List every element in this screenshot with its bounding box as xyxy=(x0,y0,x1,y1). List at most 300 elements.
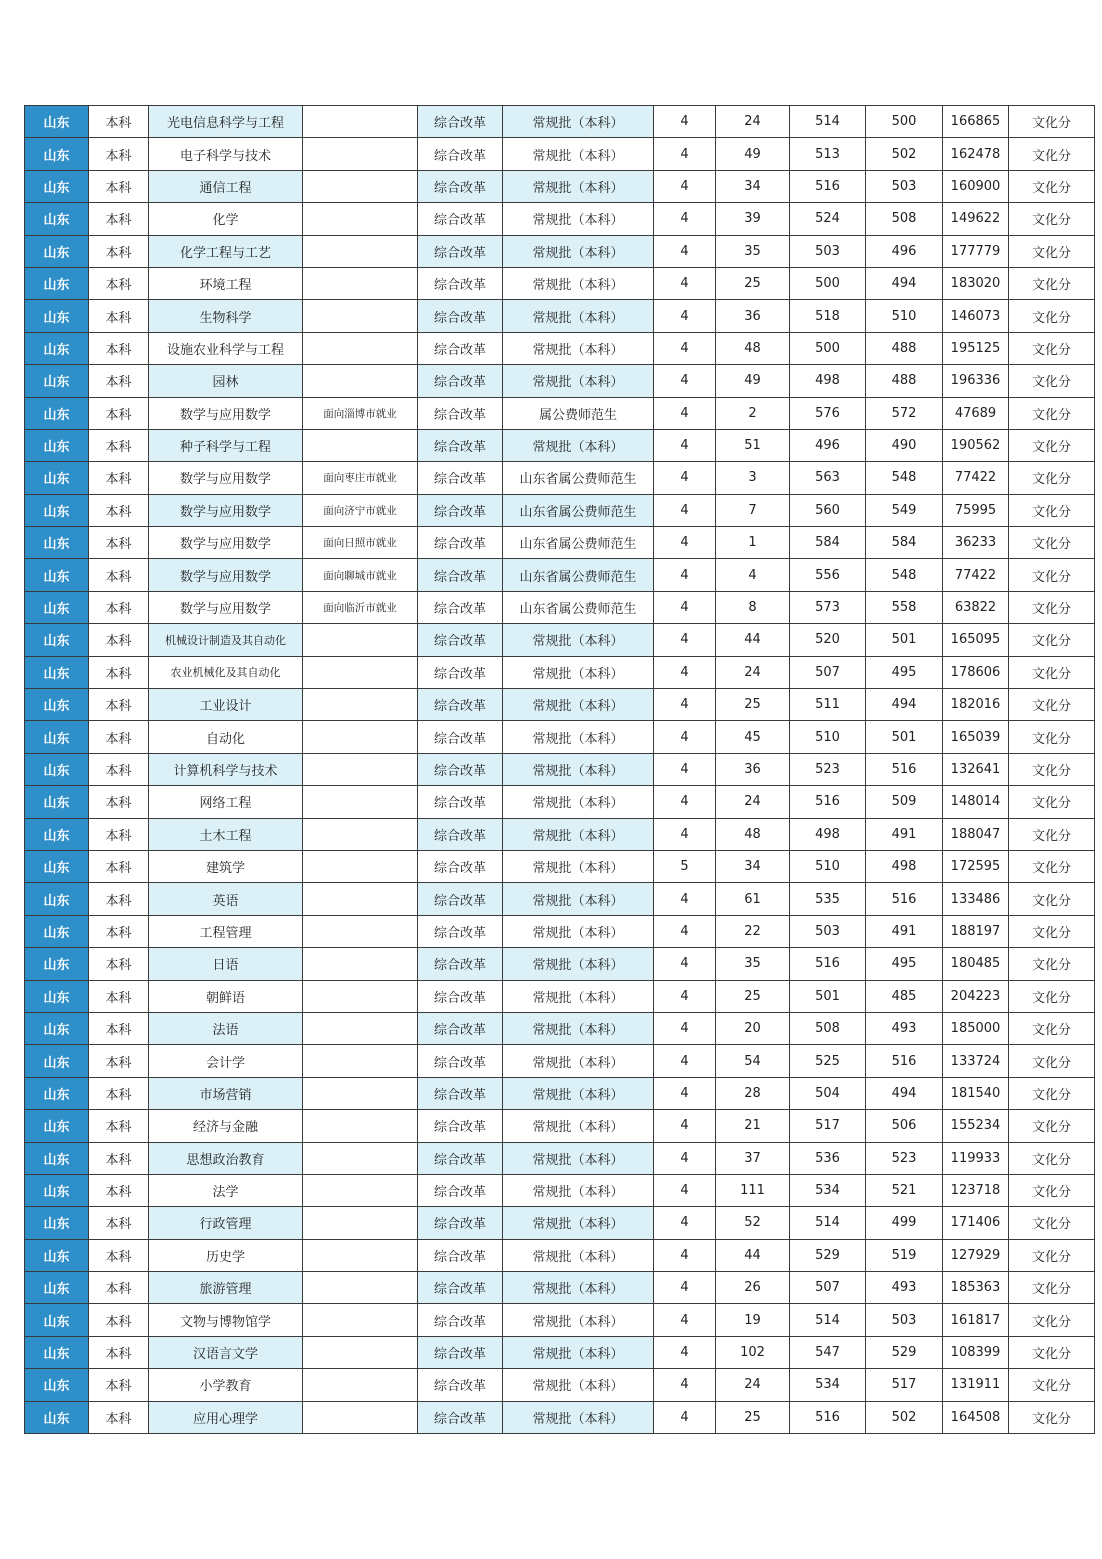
cell-note xyxy=(303,1272,418,1304)
cell-province: 山东 xyxy=(25,267,89,299)
cell-major: 生物科学 xyxy=(149,300,303,332)
cell-batch: 常规批（本科） xyxy=(503,170,654,202)
cell-max-score: 516 xyxy=(790,1401,866,1433)
cell-enrolled: 35 xyxy=(716,948,790,980)
cell-batch: 常规批（本科） xyxy=(503,267,654,299)
cell-province: 山东 xyxy=(25,527,89,559)
cell-note xyxy=(303,883,418,915)
cell-duration: 4 xyxy=(654,138,716,170)
cell-max-score: 573 xyxy=(790,591,866,623)
cell-province: 山东 xyxy=(25,656,89,688)
cell-province: 山东 xyxy=(25,1239,89,1271)
cell-score-type: 文化分 xyxy=(1009,1272,1095,1304)
cell-max-score: 518 xyxy=(790,300,866,332)
table-row xyxy=(25,656,1095,688)
cell-level: 本科 xyxy=(89,267,149,299)
cell-subject-type: 综合改革 xyxy=(418,786,503,818)
cell-major: 园林 xyxy=(149,365,303,397)
cell-major: 化学 xyxy=(149,203,303,235)
cell-major: 应用心理学 xyxy=(149,1401,303,1433)
cell-major: 行政管理 xyxy=(149,1207,303,1239)
cell-note xyxy=(303,332,418,364)
table-row xyxy=(25,138,1095,170)
cell-major: 设施农业科学与工程 xyxy=(149,332,303,364)
cell-province: 山东 xyxy=(25,818,89,850)
cell-min-rank: 185000 xyxy=(943,1012,1009,1044)
cell-note xyxy=(303,689,418,721)
cell-major: 机械设计制造及其自动化 xyxy=(149,624,303,656)
cell-min-rank: 188047 xyxy=(943,818,1009,850)
table-row xyxy=(25,818,1095,850)
table-row xyxy=(25,170,1095,202)
cell-enrolled: 1 xyxy=(716,527,790,559)
cell-max-score: 534 xyxy=(790,1369,866,1401)
cell-major: 英语 xyxy=(149,883,303,915)
table-row xyxy=(25,494,1095,526)
cell-note xyxy=(303,656,418,688)
cell-note xyxy=(303,1012,418,1044)
cell-batch: 山东省属公费师范生 xyxy=(503,591,654,623)
cell-max-score: 514 xyxy=(790,106,866,138)
table-row xyxy=(25,980,1095,1012)
cell-major: 数学与应用数学 xyxy=(149,559,303,591)
cell-subject-type: 综合改革 xyxy=(418,1045,503,1077)
cell-duration: 4 xyxy=(654,1369,716,1401)
cell-max-score: 503 xyxy=(790,235,866,267)
cell-min-score: 495 xyxy=(866,948,943,980)
cell-level: 本科 xyxy=(89,689,149,721)
cell-note xyxy=(303,948,418,980)
cell-subject-type: 综合改革 xyxy=(418,980,503,1012)
table-row xyxy=(25,624,1095,656)
cell-major: 历史学 xyxy=(149,1239,303,1271)
cell-note xyxy=(303,1369,418,1401)
cell-max-score: 508 xyxy=(790,1012,866,1044)
table-row xyxy=(25,235,1095,267)
cell-major: 思想政治教育 xyxy=(149,1142,303,1174)
cell-province: 山东 xyxy=(25,1077,89,1109)
cell-score-type: 文化分 xyxy=(1009,624,1095,656)
cell-min-score: 501 xyxy=(866,721,943,753)
cell-score-type: 文化分 xyxy=(1009,883,1095,915)
cell-subject-type: 综合改革 xyxy=(418,365,503,397)
cell-province: 山东 xyxy=(25,1272,89,1304)
cell-score-type: 文化分 xyxy=(1009,1045,1095,1077)
cell-score-type: 文化分 xyxy=(1009,527,1095,559)
table-row xyxy=(25,591,1095,623)
cell-level: 本科 xyxy=(89,1110,149,1142)
cell-max-score: 504 xyxy=(790,1077,866,1109)
cell-duration: 4 xyxy=(654,429,716,461)
cell-note xyxy=(303,300,418,332)
cell-subject-type: 综合改革 xyxy=(418,915,503,947)
table-row xyxy=(25,1110,1095,1142)
cell-level: 本科 xyxy=(89,721,149,753)
cell-subject-type: 综合改革 xyxy=(418,1272,503,1304)
cell-min-score: 494 xyxy=(866,267,943,299)
cell-note xyxy=(303,1174,418,1206)
table-row xyxy=(25,106,1095,138)
cell-batch: 常规批（本科） xyxy=(503,1369,654,1401)
cell-note: 面向淄博市就业 xyxy=(303,397,418,429)
cell-note xyxy=(303,106,418,138)
cell-major: 旅游管理 xyxy=(149,1272,303,1304)
cell-major: 经济与金融 xyxy=(149,1110,303,1142)
cell-level: 本科 xyxy=(89,1239,149,1271)
cell-score-type: 文化分 xyxy=(1009,1110,1095,1142)
cell-province: 山东 xyxy=(25,980,89,1012)
cell-duration: 4 xyxy=(654,786,716,818)
cell-min-score: 499 xyxy=(866,1207,943,1239)
cell-note xyxy=(303,1336,418,1368)
cell-subject-type: 综合改革 xyxy=(418,106,503,138)
cell-level: 本科 xyxy=(89,1272,149,1304)
cell-max-score: 513 xyxy=(790,138,866,170)
cell-province: 山东 xyxy=(25,170,89,202)
cell-province: 山东 xyxy=(25,429,89,461)
cell-max-score: 500 xyxy=(790,332,866,364)
cell-province: 山东 xyxy=(25,591,89,623)
cell-major: 文物与博物馆学 xyxy=(149,1304,303,1336)
cell-enrolled: 25 xyxy=(716,267,790,299)
cell-subject-type: 综合改革 xyxy=(418,397,503,429)
cell-enrolled: 8 xyxy=(716,591,790,623)
cell-min-rank: 190562 xyxy=(943,429,1009,461)
cell-major: 通信工程 xyxy=(149,170,303,202)
cell-duration: 4 xyxy=(654,753,716,785)
cell-duration: 4 xyxy=(654,1272,716,1304)
cell-enrolled: 22 xyxy=(716,915,790,947)
cell-score-type: 文化分 xyxy=(1009,753,1095,785)
cell-score-type: 文化分 xyxy=(1009,1077,1095,1109)
cell-level: 本科 xyxy=(89,203,149,235)
cell-major: 数学与应用数学 xyxy=(149,591,303,623)
cell-min-score: 496 xyxy=(866,235,943,267)
table-row xyxy=(25,915,1095,947)
cell-max-score: 524 xyxy=(790,203,866,235)
cell-min-score: 549 xyxy=(866,494,943,526)
cell-min-rank: 133724 xyxy=(943,1045,1009,1077)
cell-max-score: 556 xyxy=(790,559,866,591)
cell-province: 山东 xyxy=(25,1174,89,1206)
cell-level: 本科 xyxy=(89,1012,149,1044)
cell-score-type: 文化分 xyxy=(1009,267,1095,299)
cell-min-score: 523 xyxy=(866,1142,943,1174)
cell-duration: 4 xyxy=(654,267,716,299)
cell-major: 市场营销 xyxy=(149,1077,303,1109)
cell-score-type: 文化分 xyxy=(1009,850,1095,882)
table-row xyxy=(25,689,1095,721)
cell-major: 工业设计 xyxy=(149,689,303,721)
cell-min-rank: 131911 xyxy=(943,1369,1009,1401)
table-row xyxy=(25,1012,1095,1044)
cell-min-rank: 75995 xyxy=(943,494,1009,526)
cell-max-score: 514 xyxy=(790,1304,866,1336)
cell-duration: 4 xyxy=(654,1142,716,1174)
cell-min-rank: 146073 xyxy=(943,300,1009,332)
cell-max-score: 501 xyxy=(790,980,866,1012)
cell-duration: 4 xyxy=(654,721,716,753)
cell-level: 本科 xyxy=(89,883,149,915)
cell-enrolled: 24 xyxy=(716,106,790,138)
cell-min-score: 506 xyxy=(866,1110,943,1142)
cell-max-score: 520 xyxy=(790,624,866,656)
cell-min-rank: 162478 xyxy=(943,138,1009,170)
table-row xyxy=(25,267,1095,299)
cell-enrolled: 25 xyxy=(716,1401,790,1433)
cell-score-type: 文化分 xyxy=(1009,1304,1095,1336)
cell-subject-type: 综合改革 xyxy=(418,494,503,526)
cell-duration: 4 xyxy=(654,591,716,623)
cell-min-score: 572 xyxy=(866,397,943,429)
cell-enrolled: 28 xyxy=(716,1077,790,1109)
cell-province: 山东 xyxy=(25,462,89,494)
cell-province: 山东 xyxy=(25,203,89,235)
cell-batch: 常规批（本科） xyxy=(503,1272,654,1304)
cell-min-rank: 166865 xyxy=(943,106,1009,138)
cell-score-type: 文化分 xyxy=(1009,494,1095,526)
cell-level: 本科 xyxy=(89,656,149,688)
cell-duration: 4 xyxy=(654,1077,716,1109)
cell-province: 山东 xyxy=(25,721,89,753)
cell-min-score: 491 xyxy=(866,915,943,947)
cell-min-rank: 148014 xyxy=(943,786,1009,818)
cell-level: 本科 xyxy=(89,1207,149,1239)
cell-province: 山东 xyxy=(25,365,89,397)
cell-note xyxy=(303,1077,418,1109)
cell-duration: 4 xyxy=(654,332,716,364)
cell-level: 本科 xyxy=(89,1142,149,1174)
cell-batch: 常规批（本科） xyxy=(503,429,654,461)
cell-min-rank: 188197 xyxy=(943,915,1009,947)
cell-min-rank: 182016 xyxy=(943,689,1009,721)
cell-duration: 4 xyxy=(654,365,716,397)
table-row xyxy=(25,1401,1095,1433)
cell-batch: 常规批（本科） xyxy=(503,624,654,656)
cell-min-score: 510 xyxy=(866,300,943,332)
cell-major: 化学工程与工艺 xyxy=(149,235,303,267)
cell-batch: 常规批（本科） xyxy=(503,1174,654,1206)
cell-enrolled: 4 xyxy=(716,559,790,591)
cell-duration: 4 xyxy=(654,1207,716,1239)
cell-enrolled: 45 xyxy=(716,721,790,753)
cell-max-score: 525 xyxy=(790,1045,866,1077)
table-row xyxy=(25,1369,1095,1401)
cell-province: 山东 xyxy=(25,106,89,138)
cell-max-score: 536 xyxy=(790,1142,866,1174)
cell-enrolled: 24 xyxy=(716,1369,790,1401)
cell-major: 数学与应用数学 xyxy=(149,397,303,429)
cell-major: 会计学 xyxy=(149,1045,303,1077)
cell-major: 电子科学与技术 xyxy=(149,138,303,170)
cell-level: 本科 xyxy=(89,915,149,947)
cell-enrolled: 21 xyxy=(716,1110,790,1142)
cell-level: 本科 xyxy=(89,332,149,364)
cell-note xyxy=(303,786,418,818)
cell-score-type: 文化分 xyxy=(1009,462,1095,494)
cell-province: 山东 xyxy=(25,915,89,947)
cell-subject-type: 综合改革 xyxy=(418,753,503,785)
cell-level: 本科 xyxy=(89,300,149,332)
cell-enrolled: 49 xyxy=(716,365,790,397)
cell-min-score: 501 xyxy=(866,624,943,656)
cell-enrolled: 54 xyxy=(716,1045,790,1077)
cell-subject-type: 综合改革 xyxy=(418,1012,503,1044)
cell-batch: 常规批（本科） xyxy=(503,106,654,138)
cell-max-score: 498 xyxy=(790,365,866,397)
cell-subject-type: 综合改革 xyxy=(418,1369,503,1401)
cell-subject-type: 综合改革 xyxy=(418,1174,503,1206)
cell-level: 本科 xyxy=(89,850,149,882)
table-row xyxy=(25,332,1095,364)
cell-subject-type: 综合改革 xyxy=(418,689,503,721)
cell-min-rank: 127929 xyxy=(943,1239,1009,1271)
cell-province: 山东 xyxy=(25,786,89,818)
cell-duration: 4 xyxy=(654,203,716,235)
admission-score-table xyxy=(24,105,1095,1434)
cell-level: 本科 xyxy=(89,429,149,461)
cell-min-score: 521 xyxy=(866,1174,943,1206)
cell-max-score: 507 xyxy=(790,656,866,688)
cell-duration: 4 xyxy=(654,915,716,947)
table-row xyxy=(25,1045,1095,1077)
cell-subject-type: 综合改革 xyxy=(418,1336,503,1368)
cell-subject-type: 综合改革 xyxy=(418,332,503,364)
cell-score-type: 文化分 xyxy=(1009,429,1095,461)
cell-major: 自动化 xyxy=(149,721,303,753)
cell-batch: 常规批（本科） xyxy=(503,300,654,332)
cell-batch: 属公费师范生 xyxy=(503,397,654,429)
cell-batch: 山东省属公费师范生 xyxy=(503,559,654,591)
cell-batch: 常规批（本科） xyxy=(503,1304,654,1336)
cell-score-type: 文化分 xyxy=(1009,365,1095,397)
cell-level: 本科 xyxy=(89,365,149,397)
cell-min-score: 558 xyxy=(866,591,943,623)
table-row xyxy=(25,786,1095,818)
cell-province: 山东 xyxy=(25,1401,89,1433)
cell-min-score: 548 xyxy=(866,462,943,494)
table-row xyxy=(25,1142,1095,1174)
cell-min-rank: 195125 xyxy=(943,332,1009,364)
cell-min-score: 490 xyxy=(866,429,943,461)
cell-province: 山东 xyxy=(25,850,89,882)
cell-major: 种子科学与工程 xyxy=(149,429,303,461)
cell-level: 本科 xyxy=(89,1174,149,1206)
cell-note xyxy=(303,915,418,947)
cell-note xyxy=(303,138,418,170)
cell-min-score: 494 xyxy=(866,1077,943,1109)
cell-score-type: 文化分 xyxy=(1009,1239,1095,1271)
cell-min-score: 584 xyxy=(866,527,943,559)
cell-duration: 4 xyxy=(654,948,716,980)
cell-major: 土木工程 xyxy=(149,818,303,850)
cell-duration: 4 xyxy=(654,527,716,559)
cell-note xyxy=(303,1401,418,1433)
cell-level: 本科 xyxy=(89,591,149,623)
cell-note xyxy=(303,267,418,299)
cell-note xyxy=(303,818,418,850)
table-row xyxy=(25,850,1095,882)
cell-level: 本科 xyxy=(89,1401,149,1433)
cell-score-type: 文化分 xyxy=(1009,915,1095,947)
cell-subject-type: 综合改革 xyxy=(418,1110,503,1142)
cell-major: 汉语言文学 xyxy=(149,1336,303,1368)
cell-duration: 4 xyxy=(654,980,716,1012)
cell-note xyxy=(303,1207,418,1239)
cell-enrolled: 24 xyxy=(716,786,790,818)
cell-enrolled: 37 xyxy=(716,1142,790,1174)
cell-min-score: 485 xyxy=(866,980,943,1012)
cell-subject-type: 综合改革 xyxy=(418,203,503,235)
cell-duration: 4 xyxy=(654,1045,716,1077)
table-row xyxy=(25,753,1095,785)
cell-province: 山东 xyxy=(25,753,89,785)
cell-province: 山东 xyxy=(25,1142,89,1174)
cell-min-rank: 181540 xyxy=(943,1077,1009,1109)
cell-subject-type: 综合改革 xyxy=(418,656,503,688)
cell-note: 面向日照市就业 xyxy=(303,527,418,559)
cell-level: 本科 xyxy=(89,948,149,980)
cell-min-rank: 196336 xyxy=(943,365,1009,397)
cell-level: 本科 xyxy=(89,624,149,656)
cell-min-rank: 165095 xyxy=(943,624,1009,656)
cell-note xyxy=(303,1142,418,1174)
cell-score-type: 文化分 xyxy=(1009,721,1095,753)
cell-min-rank: 165039 xyxy=(943,721,1009,753)
cell-batch: 常规批（本科） xyxy=(503,818,654,850)
cell-min-score: 494 xyxy=(866,689,943,721)
cell-note xyxy=(303,1110,418,1142)
cell-score-type: 文化分 xyxy=(1009,656,1095,688)
cell-batch: 常规批（本科） xyxy=(503,1336,654,1368)
cell-min-rank: 36233 xyxy=(943,527,1009,559)
table-body xyxy=(25,106,1095,1434)
cell-min-score: 493 xyxy=(866,1012,943,1044)
cell-note xyxy=(303,170,418,202)
cell-min-score: 493 xyxy=(866,1272,943,1304)
cell-major: 环境工程 xyxy=(149,267,303,299)
cell-subject-type: 综合改革 xyxy=(418,818,503,850)
cell-max-score: 511 xyxy=(790,689,866,721)
cell-level: 本科 xyxy=(89,1077,149,1109)
cell-min-rank: 185363 xyxy=(943,1272,1009,1304)
cell-batch: 常规批（本科） xyxy=(503,850,654,882)
cell-min-score: 495 xyxy=(866,656,943,688)
cell-enrolled: 25 xyxy=(716,689,790,721)
cell-major: 农业机械化及其自动化 xyxy=(149,656,303,688)
cell-score-type: 文化分 xyxy=(1009,332,1095,364)
cell-min-rank: 63822 xyxy=(943,591,1009,623)
cell-score-type: 文化分 xyxy=(1009,300,1095,332)
cell-min-score: 509 xyxy=(866,786,943,818)
cell-province: 山东 xyxy=(25,397,89,429)
cell-min-rank: 119933 xyxy=(943,1142,1009,1174)
cell-level: 本科 xyxy=(89,138,149,170)
cell-major: 法语 xyxy=(149,1012,303,1044)
cell-max-score: 584 xyxy=(790,527,866,559)
cell-note: 面向济宁市就业 xyxy=(303,494,418,526)
cell-min-score: 517 xyxy=(866,1369,943,1401)
cell-batch: 常规批（本科） xyxy=(503,1401,654,1433)
cell-score-type: 文化分 xyxy=(1009,235,1095,267)
cell-note xyxy=(303,365,418,397)
cell-duration: 4 xyxy=(654,1336,716,1368)
cell-duration: 4 xyxy=(654,1401,716,1433)
cell-level: 本科 xyxy=(89,1045,149,1077)
cell-major: 法学 xyxy=(149,1174,303,1206)
cell-subject-type: 综合改革 xyxy=(418,267,503,299)
cell-subject-type: 综合改革 xyxy=(418,138,503,170)
